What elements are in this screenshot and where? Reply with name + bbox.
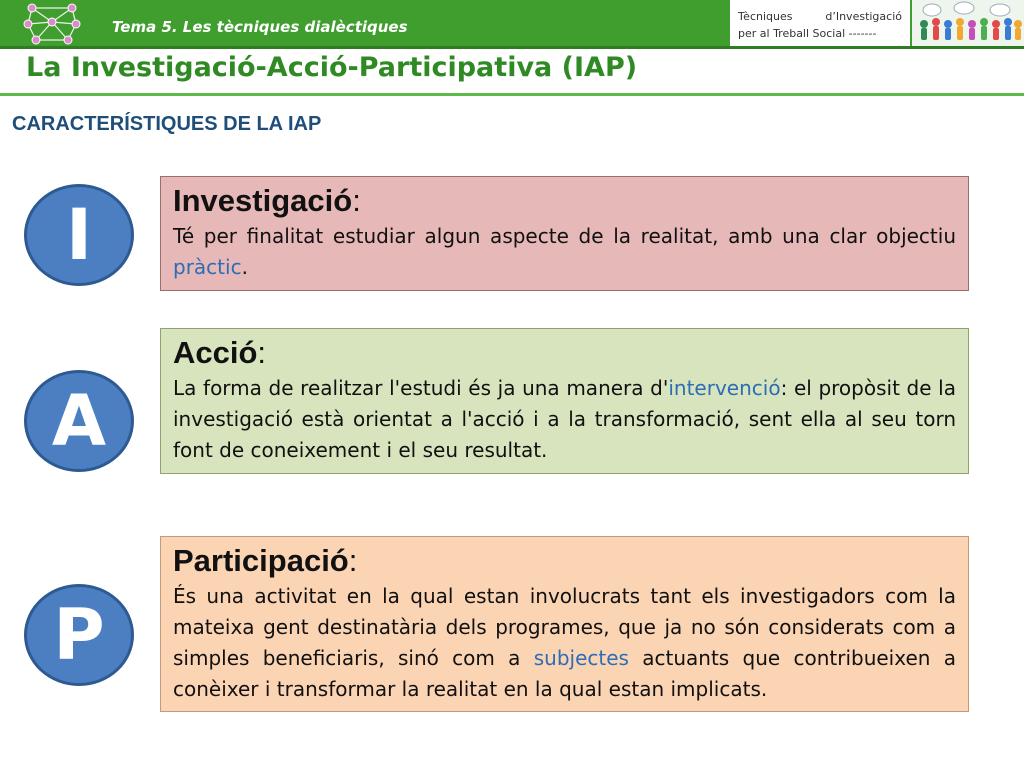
subject-word-2: d’Investigació [825, 10, 902, 23]
card-text-before: És una activitat en la qual estan involucrats tant els investigadors com la mateixa gent destinatària dels programes, que ja no són considerats com a simples beneficiaris, sinó com a [173, 584, 956, 670]
card-text-after: . [241, 255, 248, 279]
letter-circle-i: I [24, 184, 134, 286]
card-participacio [160, 536, 969, 712]
card-text-before: La forma de realitzar l'estudi és ja una manera d' [173, 376, 669, 400]
card-title [173, 543, 956, 579]
card-text [173, 373, 956, 466]
title-divider [0, 93, 1024, 96]
subject-line-2: per al Treball Social ------- [738, 27, 877, 40]
section-heading: CARACTERÍSTIQUES DE LA IAP [12, 113, 322, 135]
card-title-colon: : [257, 335, 267, 370]
card-text-after: : el propòsit de la investigació està orientat a l'acció i a la transformació, sent ella al seu torn font de coneixement i el seu resultat. [173, 376, 956, 462]
card-title [173, 183, 956, 219]
letter-circle-a: A [24, 370, 134, 472]
subject-label [730, 0, 910, 46]
card-title-colon: : [352, 183, 361, 218]
card-investigacio [160, 176, 969, 291]
card-title-text: Acció [173, 335, 258, 370]
card-title-text: Participació [173, 543, 349, 578]
card-accio [160, 328, 969, 474]
card-text-after: actuants que contribueixen a conèixer i transformar la realitat en la qual estan implicats. [173, 646, 956, 701]
card-title [173, 335, 956, 371]
card-title-text: Investigació [173, 183, 353, 218]
card-keyword: intervenció [668, 376, 781, 400]
card-text [173, 221, 956, 283]
page-title: La Investigació-Acció-Participativa (IAP) [26, 52, 638, 83]
header-bar [0, 0, 1024, 49]
topic-label: Tema 5. Les tècniques dialèctiques [112, 18, 408, 36]
card-title-colon: : [348, 543, 358, 578]
people-group-icon [912, 0, 1024, 46]
subject-word-1: Tècniques [738, 10, 793, 23]
network-logo-icon [20, 0, 84, 46]
card-text [173, 581, 956, 705]
letter-circle-p: P [24, 584, 134, 686]
card-text-before: Té per finalitat estudiar algun aspecte de la realitat, amb una clar objectiu [173, 224, 956, 248]
card-keyword: subjectes [533, 646, 629, 670]
card-keyword: pràctic [173, 255, 242, 279]
